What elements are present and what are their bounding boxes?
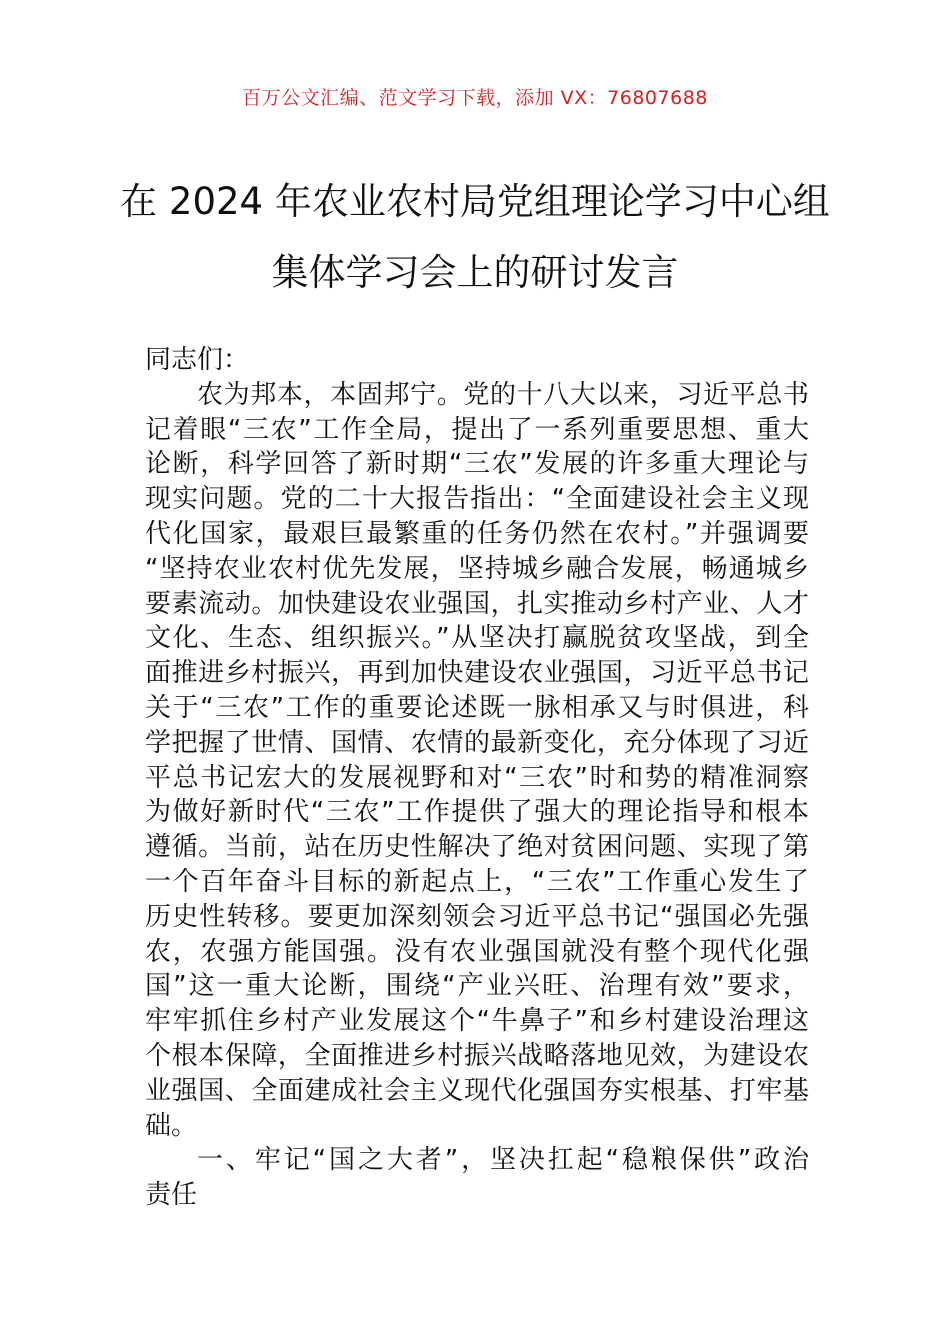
section-heading-line: 责任 (145, 1180, 198, 1211)
section-heading-line: 一、牢记“国之大者”，坚决扛起“稳粮保供”政治 (197, 1145, 809, 1176)
paragraph-line: 现实问题。党的二十大报告指出：“全面建设社会主义现 (145, 484, 809, 515)
paragraph-line: 要素流动。加快建设农业强国，扎实推动乡村产业、人才 (145, 588, 809, 619)
paragraph-line: 个根本保障，全面推进乡村振兴战略落地见效，为建设农 (145, 1040, 809, 1071)
document-title-line-1: 在 2024 年农业农村局党组理论学习中心组 (120, 180, 830, 223)
watermark-text: 百万公文汇编、范文学习下载，添加 VX：76807688 (242, 87, 708, 109)
document-title-line-2: 集体学习会上的研讨发言 (271, 251, 679, 294)
document-body (145, 343, 809, 1213)
paragraph-line: 础。 (145, 1110, 198, 1141)
paragraph-line: 遵循。当前，站在历史性解决了绝对贫困问题、实现了第 (145, 832, 809, 863)
paragraph-line: 农为邦本，本固邦宁。党的十八大以来，习近平总书 (197, 379, 809, 410)
paragraph-line: 面推进乡村振兴，再到加快建设农业强国，习近平总书记 (145, 658, 809, 689)
paragraph-line: 农，农强方能国强。没有农业强国就没有整个现代化强 (145, 936, 809, 967)
paragraph-line: 代化国家，最艰巨最繁重的任务仍然在农村。”并强调要 (145, 518, 809, 549)
paragraph-line: 为做好新时代“三农”工作提供了强大的理论指导和根本 (145, 797, 809, 828)
salutation: 同志们： (145, 345, 250, 375)
paragraph-line: 记着眼“三农”工作全局，提出了一系列重要思想、重大 (145, 414, 809, 445)
section-heading-1 (145, 1143, 809, 1213)
paragraph-line: 一个百年奋斗目标的新起点上，“三农”工作重心发生了 (145, 866, 809, 897)
paragraph-line: 学把握了世情、国情、农情的最新变化，充分体现了习近 (145, 727, 809, 758)
paragraph-line: 业强国、全面建成社会主义现代化强国夯实根基、打牢基 (145, 1075, 809, 1106)
paragraph-line: 论断，科学回答了新时期“三农”发展的许多重大理论与 (145, 449, 809, 480)
paragraph-line: 平总书记宏大的发展视野和对“三农”时和势的精准洞察 (145, 762, 809, 793)
paragraph-line: 国”这一重大论断，围绕“产业兴旺、治理有效”要求， (145, 971, 809, 1002)
paragraph-1 (145, 378, 809, 1144)
paragraph-line: “坚持农业农村优先发展，坚持城乡融合发展，畅通城乡 (145, 553, 809, 584)
paragraph-line: 文化、生态、组织振兴。”从坚决打赢脱贫攻坚战，到全 (145, 623, 809, 654)
paragraph-line: 关于“三农”工作的重要论述既一脉相承又与时俱进，科 (145, 692, 809, 723)
paragraph-line: 牢牢抓住乡村产业发展这个“牛鼻子”和乡村建设治理这 (145, 1006, 809, 1037)
paragraph-line: 历史性转移。要更加深刻领会习近平总书记“强国必先强 (145, 901, 809, 932)
